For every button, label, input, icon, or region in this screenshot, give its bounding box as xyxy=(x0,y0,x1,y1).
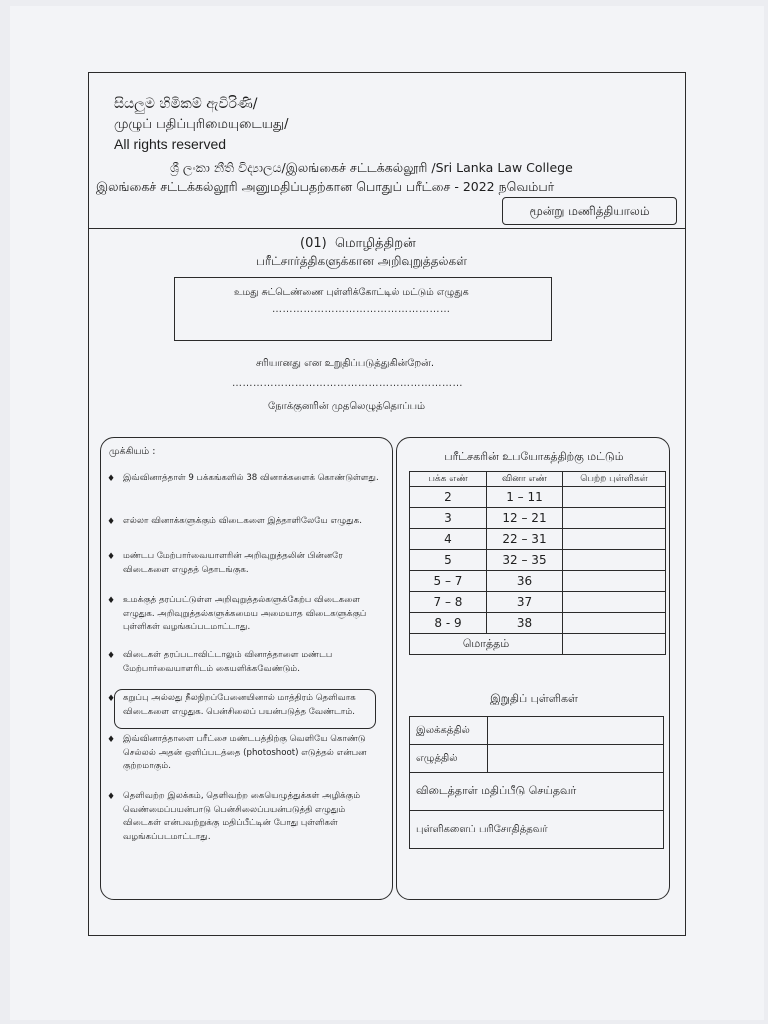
marks-table xyxy=(409,471,666,655)
bullet-icon: ♦ xyxy=(107,596,116,606)
note-item: இவ்வினாத்தாளை பரீட்சை மண்டபத்திற்கு வெளியே கொண்டு செல்லல் அதன் ஒளிப்படத்தை (photoshoot) எடுத்தல் என்பன குற்றமாகும். xyxy=(123,734,367,771)
paper-title xyxy=(300,236,416,252)
final-marks-title: இறுதிப் புள்ளிகள் xyxy=(490,692,578,705)
table-row xyxy=(410,745,664,773)
question-cell: 38 xyxy=(487,613,563,634)
marks-cell[interactable] xyxy=(563,487,666,508)
examiner-use-box xyxy=(396,437,670,900)
marks-cell[interactable] xyxy=(563,550,666,571)
page-cell: 5 xyxy=(410,550,487,571)
bullet-icon: ♦ xyxy=(107,517,116,527)
important-title: முக்கியம் : xyxy=(109,446,156,457)
page-cell: 3 xyxy=(410,508,487,529)
table-row xyxy=(410,487,666,508)
marks-cell[interactable] xyxy=(563,613,666,634)
in-figures-label: இலக்கத்தில் xyxy=(410,717,488,745)
paper-subject: மொழித்திறன் xyxy=(334,236,416,251)
rights-english: All rights reserved xyxy=(114,136,227,152)
index-number-label: உமது சுட்டெண்ணை புள்ளிக்கோட்டில் மட்டும் எழுதுக xyxy=(234,287,469,298)
total-row xyxy=(410,634,666,655)
final-marks-table xyxy=(409,716,664,849)
note-item: உமக்குத் தரப்பட்டுள்ள அறிவுறுத்தல்களுக்கேற்ப விடைகளை எழுதுக. அறிவுறுத்தல்களுக்கமைய அமையாத விடைகளுக்குப் புள்ளிகள் வழங்கப்படமாட்டாது. xyxy=(123,595,367,632)
bullet-icon: ♦ xyxy=(107,694,116,704)
rights-tamil: முழுப் பதிப்புரிமையுடையது/ xyxy=(114,117,289,132)
question-cell: 12 – 21 xyxy=(487,508,563,529)
question-cell: 36 xyxy=(487,571,563,592)
in-words-label: எழுத்தில் xyxy=(410,745,488,773)
note-item: தெளிவற்ற இலக்கம், தெளிவற்ற கையெழுத்துக்கள் அழிக்கும் வெண்மைப்பயன்பாடு பென்சிலைப்பயன்படுத்தி எழுதும் விடைகள் என்பவற்றுக்கு மதிப்பீட்டின் போது புள்ளிகள் வழங்கப்படமாட்டாது. xyxy=(123,791,361,842)
note-item: மண்டப மேற்பார்வையாளரின் அறிவுறுத்தலின் பின்னரே விடைகளை எழுதத் தொடங்குக. xyxy=(123,551,343,575)
question-cell: 32 – 35 xyxy=(487,550,563,571)
marks-header-row xyxy=(410,472,666,487)
institution-name: ශ්‍රී ලංකා නීති විද්‍යාලය/இலங்கைச் சட்டக்கல்லூரி /Sri Lanka Law College xyxy=(170,160,573,175)
note-item: விடைகள் தரப்படாவிட்டாலும் வினாத்தாளை மண்டப மேற்பார்வையாளரிடம் கையளிக்கவேண்டும். xyxy=(123,650,333,674)
bullet-icon: ♦ xyxy=(107,651,116,661)
duration-box: மூன்று மணித்தியாலம் xyxy=(502,197,677,225)
important-notes-box xyxy=(100,437,393,900)
table-row xyxy=(410,717,664,745)
header-divider xyxy=(88,228,686,229)
evaluator-label: விடைத்தாள் மதிப்பீடு செய்தவர் xyxy=(410,773,664,811)
total-label: மொத்தம் xyxy=(410,634,563,655)
in-words-field[interactable] xyxy=(488,745,664,773)
col-marks: பெற்ற புள்ளிகள் xyxy=(563,472,666,487)
bullet-icon: ♦ xyxy=(107,474,116,484)
in-figures-field[interactable] xyxy=(488,717,664,745)
table-row xyxy=(410,773,664,811)
invigilator-signature-field[interactable]: ………………………………………………………… xyxy=(232,378,463,389)
question-cell: 22 – 31 xyxy=(487,529,563,550)
bullet-icon: ♦ xyxy=(107,735,116,745)
rights-sinhala: සියලුම හිමිකම් ඇවිරිණි/ xyxy=(114,96,258,112)
note-item-highlighted: கறுப்பு அல்லது நீலநிறப்பேனையினால் மாத்திரம் தெளிவாக விடைகளை எழுதுக. பென்சிலைப் பயன்படுத்த வேண்டாம். xyxy=(123,693,356,717)
confirmation-text: சரியானது என உறுதிப்படுத்துகின்றேன். xyxy=(256,358,435,369)
table-row xyxy=(410,592,666,613)
note-item: இவ்வினாத்தாள் 9 பக்கங்களில் 38 வினாக்களைக் கொண்டுள்ளது. xyxy=(123,473,379,483)
bullet-icon: ♦ xyxy=(107,792,116,802)
table-row xyxy=(410,529,666,550)
marks-cell[interactable] xyxy=(563,529,666,550)
marks-cell[interactable] xyxy=(563,592,666,613)
note-item: எல்லா வினாக்களுக்கும் விடைகளை இத்தாளிலேயே எழுதுக. xyxy=(123,516,363,526)
page-cell: 7 – 8 xyxy=(410,592,487,613)
page-cell: 4 xyxy=(410,529,487,550)
marks-cell[interactable] xyxy=(563,571,666,592)
question-cell: 1 – 11 xyxy=(487,487,563,508)
marks-cell[interactable] xyxy=(563,508,666,529)
table-row xyxy=(410,811,664,849)
page-cell: 5 – 7 xyxy=(410,571,487,592)
page-cell: 8 - 9 xyxy=(410,613,487,634)
total-cell[interactable] xyxy=(563,634,666,655)
table-row xyxy=(410,613,666,634)
exam-name: இலங்கைச் சட்டக்கல்லூரி அனுமதிப்பதற்கான பொதுப் பரீட்சை - 2022 நவெம்பர் xyxy=(96,179,555,194)
bullet-icon: ♦ xyxy=(107,552,116,562)
index-number-field[interactable]: …………………………………………… xyxy=(272,304,451,315)
page-cell: 2 xyxy=(410,487,487,508)
instructions-title: பரீட்சார்த்திகளுக்கான அறிவுறுத்தல்கள் xyxy=(256,254,468,268)
examiner-title: பரீட்சகரின் உபயோகத்திற்கு மட்டும் xyxy=(444,450,624,463)
table-row xyxy=(410,508,666,529)
table-row xyxy=(410,550,666,571)
paper-number: (01) xyxy=(300,236,327,251)
invigilator-label: நோக்குனரின் முதலெழுத்தொப்பம் xyxy=(268,401,426,412)
question-cell: 37 xyxy=(487,592,563,613)
table-row xyxy=(410,571,666,592)
col-question-no: வினா எண் xyxy=(487,472,563,487)
checker-label: புள்ளிகளைப் பரிசோதித்தவர் xyxy=(410,811,664,849)
col-page-no: பக்க எண் xyxy=(410,472,487,487)
